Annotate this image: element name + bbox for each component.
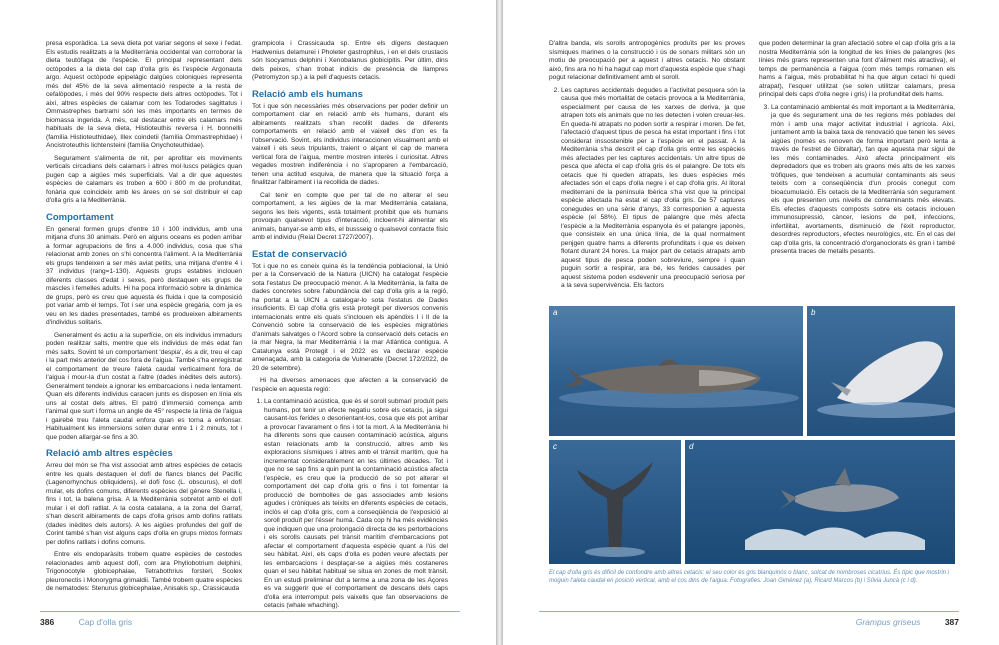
paragraph: Entre els endoparàsits trobem quatre espècies de cestodes relacionades amb aquest dofí, com ara Phyllobotrium delphini, Trigonocotyle globicephalae, Tetrabothrius forsteri, Scolex pleuronectis i Monorygma grimaldii. També trobem quatre espècies de nematodes: Stenurus globicephalae, Anisakis sp., Crassicauda [46, 551, 242, 592]
page-number: 387 [944, 617, 959, 627]
book-gutter [496, 0, 503, 645]
dolphin-head-illustration [807, 306, 955, 436]
list-item: 2. Les captures accidentals degudes a l'activitat pesquera són la causa que més mortalitat de cetacis provoca a la Mediterrània, especialment per causa de les xarxes de deriva, ja que atrapen tots els animals que no les detecten i volen creuar-les. En queda-hi atrapats no poden sortir a respirar i moren. De fet, l'afectació d'aquest tipus de pesca ha estat important i fins i tot considerat inssostenible per a l'espècie en el passat. A la Mediterrània s'ha descrit el cap d'olla gris entre les espècies més afectades per les captures accidentals. Un altre tipus de pesca que afecta el cap d'olla gris és el palangre. De tots els cetacis que hi queden atrapats, les dues espècies més afectades són el caps d'olla negre i el cap d'olla gris. Al litoral mediterrani de la península Ibèrica s'ha vist que la principal espècie afectada ha estat el cap d'olla gris. De 57 captures conegudes en una sèrie d'anys, 33 corresponien a aquesta espècie (el 58%). El tipus de palangre que més afecta l'espècie a la Mediterrània espanyola és el palangre japonès, que consisteix en una única línia, de la qual normalment penjgen quatre hams a diferents profunditats i que es deixen flotant durant 24 hores. La major part de cetacis atrapats amb aquest tipus de pesca poden sobreviure, sempre i quan puguin sortir a respirar, ara bé, les ferides causades per aquest sistema poden esdevenir una preocupació seriosa per a la seva supervivència. Els factors [561, 87, 745, 291]
photo-d [685, 440, 955, 564]
running-title: Grampus griseus [855, 617, 921, 627]
heading-comportament: Comportament [46, 211, 114, 223]
paragraph: Hi ha diverses amenaces que afecten a la conservació de l'espècie en aquesta regió: [252, 377, 448, 393]
left-page [0, 0, 496, 645]
heading-estat-conservacio: Estat de conservació [252, 248, 348, 260]
paragraph: D'altra banda, els sorolls antropogènics produïts per les proves sísmiques marines o la construcció i ús de sonars militars són un motiu de preocupació per a aquest i altres cetacis. No obstant això, fins ara no hi ha hagut cap mort d'aquesta espècie que s'hagi pogut relacionar definitivament amb el soroll. [549, 40, 745, 81]
heading-relacio-altres-especies: Relació amb altres espècies [46, 448, 173, 459]
right-page [503, 0, 999, 645]
photo-label: a [553, 308, 558, 317]
photo-label: d [689, 442, 694, 451]
paragraph: En general formen grups d'entre 10 i 100 individus, amb una mitjana d'uns 30 animals. Però en alguns oceans es poden arribar a formar agrupacions de fins a 4.000 individus, cosa que s'ha relacionat amb zones on s'hi concentra l'aliment. A la Mediterrània els grups tendeixen a ser més aviat petits, una mitjana d'entre 4 i 37 individus (rang=1-130). Aquests grups estables inclouen diferents classes d'edat i sexes, però destaquen els grups de mascles i femelles adults. Hi ha poca informació sobre la dinàmica de grups, però es creu que aquesta és fluida i que la composició pot variar amb el temps. Tot i ser una espècie gregària, com ja es veu en les dades presentades, també es produeixen albiraments d'individus solitaris. [46, 225, 242, 326]
photo-b [807, 306, 955, 436]
list-item: 1. La contaminació acústica, que és el soroll submarí produït pels humans, pot tenir un efecte negatiu sobre els cetacis, ja sigui causant-los ferides o desorientant-los, cosa que els pot arribar a provocar l'avarament o fins i tot la mort. A la Mediterrània hi ha diferents sons que causen contaminació acústica, alguns estan relacionats amb la construcció, altres amb les exploracions sísmiques i altres amb el trànsit marítim, que ha incrementat considerablement en les últimes dècades. Tot i que no se sap fins a quin punt la contaminació acústica afecta l'espècie, es creu que la producció de so pot alterar el comportament del cap d'olla gris o fins i tot fomentar la producció de bombolles de gas associades amb lesions agudes i cròniques als teixits en diferents espècies de cetacis, inclòs el cap d'olla gris, com a conseqüència de l'exposició al soroll produït per l'ésser humà. Cada cop hi ha més evidències que indiquen que una prolongació directa de les pertorbacions i els sorolls causats pel trànsit marítim d'embarcacions pot afectar el comportament d'aquesta espècie quant a l'ús del seu hàbitat. Així, els caps d'olla es poden veure afectats per les embarcacions i desplaçar-se a aigües més costaneres quan el seu hàbitat habitual se situa en zones de molt trànsit. En un estudi preliminar dut a terme a una zona de les Açores es va suggerir que el comportament de descans dels caps d'olla era interromput pels vaixells que fan observacions de cetacis (whale whaching). [264, 398, 448, 611]
heading-relacio-humans: Relació amb els humans [252, 88, 363, 100]
footer-rule [539, 611, 959, 612]
paragraph: presa esporàdica. La seva dieta pot variar segons el sexe i l'edat. Els estudis realitzats a la Mediterrània occidental van corroborar la dieta teutòfaga de l'espècie. El principal representant dels octòpodes a la dieta del cap d'olla gris és l'espècie Argonauta argo. Aquest octòpode epipelàgic dalgües coloniques representa més del 45% de la seva alimentació respecte a la resta de cefalòpodes, i més del 90% respecte dels altres octòpodes. Tot i així, altres espècies de calamar com les Todarodes sagittatus i Ommastrephes bartrami són les més importants en termes de biomassa ingerida. A més, cal destacar entre els calamars més habituals de la seva dieta, Histioteuthis reversa i H. bonnellii (família Histioteuthidae), Illex coindetii (família Ommastrephidae) i Ancistroteuthis lichtensteini (família Onychoteuthidae). [46, 40, 242, 149]
photo-grid [549, 306, 955, 564]
threats-list [252, 398, 448, 611]
left-column-1 [46, 40, 242, 598]
paragraph: Generalment és actiu a la superfície, on els individus immadurs poden realitzar salts, mentre que els individus de més edat fan més salts. Sovint té un comportament 'despia', és a dir, treu el cap i la part més anterior del cos fora de l'aigua. També s'ha enregistrat el comportament de treure l'aleta caudal verticalment fora de l'aigua i mour-la d'un costat a l'altre (dades inèdites dels autors). Generalment tendeix a ignorar les embarcacions i neda lentament. Quan els diferents individus caracen junts es disposen en línia els uns al costat dels altres. El patró d'immersió comença amb l'animal que surt i forma un angle de 45° respecte la línia de l'aigua i gairebé treu l'aleta caudal enfora quan es torna a enfonsar. Habitualment les immersions solen durar entre 1 i 2 minuts, tot i que poden allargar-se fins a 30. [46, 331, 242, 441]
dolphin-breaching-illustration [685, 440, 955, 564]
threats-list [759, 104, 955, 257]
paragraph: Tot i que són necessàries més observacions per poder definir un comportament clar en relació amb els humans, durant els albiraments realitzats s'han recollit dades de diferents comportaments en relació amb el vaixell des d'on es fa l'observació. Sovint, els individus interaccionen visualment amb el vaixell i els seus tripulants, traient o alçant el cap de manera vertical fora de l'aigua, mentre mostren interès i curiositat. Altres vegades mostren indiferència i no s'aproparen a l'embarcació, tenen una actitud esquiva, de manera que la situació força a finalitzar l'albirament i la recollida de dades. [252, 102, 448, 186]
paragraph: Tot i que no es coneix quina és la tendència poblacional, la Unió per a la Conservació de la Natura (UICN) ha catalogat l'espècie sota l'estatus De preocupació menor. A la Mediterrània, la falta de dades concretes sobre l'abundància del cap d'olla gris a la regió, ha portat a la UICN a catalogar-lo sota l'estatus de Dades insuficients. El cap d'olla gris està protegit per diversos convenis internacionals entre els quals s'inclouen els apèndixs I i II de la Convenció sobre la conservació de les espècies migratòries d'animals salvatges o l'Acord sobre la conservació dels cetacis en la mar Negra, la mar Mediterrània i la mar Atlàntica contigua. A Catalunya està Protegit i el 2022 es va declarar espècie amenaçada, amb la categoria de Vulnerable (Decret 172/2022, de 20 de setembre). [252, 262, 448, 372]
tail-fluke-illustration [549, 440, 681, 564]
left-column-2 [252, 40, 448, 615]
left-footer [40, 617, 132, 627]
footer-rule [40, 611, 460, 612]
paragraph: Cal tenir en compte que per tal de no alterar el seu comportament, a les aigües de la mar Mediterrània catalana, segons les lleis vigents, està totalment prohibit que els humans provoquin qualsevol tipus d'interacció, incloent-hi alimentar els animals, banyar-se amb ells, el bussseig o qualsevol contacte físic amb el individu (Reial Decret 1727/2007). [252, 191, 448, 241]
page-number: 386 [40, 617, 55, 627]
paragraph: grampicola i Crassicauda sp. Entre els dígens destaquen Hadwenius delamurei i Pholeter gastrophilus, i en el dels crustacis són Isocyamus delphini i Xenobalanus globicipitis. Per últim, dins dels peixos, s'han trobat indicis de presència de llampres (Petromyzon sp.) a la pell d'aquests cetacis. [252, 40, 448, 81]
right-footer [856, 617, 959, 627]
list-item: 3. La contaminació ambiental és molt important a la Mediterrània, ja que és segurament una de les regions més poblades del món i amb una major activitat industrial i agrícola. Així, juntament amb la baixa taxa de renovació que tenen les seves aigües (només es renoven de forma important però lenta a través de l'estret de Gibraltar), fan que aquesta mar sigui de les més contaminades. Això afecta principalment els depredadors que es troben als graons més alts de les xarxes tròfiques, que tendeixen a acumular contaminants als seus teixits com a conseqüència d'un procés conegut com bioacumulació. Els cetacis de la Mediterrània són segurament els que presenten uns nivells de contaminants més elevats. Els efectes d'aquests composts sobre els cetacis inclouen immunosupressió, càncer, lesions de pell, infeccions, infertilitat, avortaments, disminució de l'èxit reproductor, desordres reproductors, efectes neurològics, etc. En el cas del cap d'olla gris, la concentració d'organoclorats és gran i també presenta traces de metalls pesants. [771, 104, 955, 257]
paragraph: Segurament s'alimenta de nit, per aprofitar els moviments verticals circadians dels calamars i altres mol·luscs pelàgics quan pugen cap a aigües més superficials. Val a dir que aquestes espècies de calamars es troben a 600 i 800 m de profunditat, fonària que coincideix amb les àrees on se sol distribuir el cap d'olla gris a la Mediterrània. [46, 154, 242, 204]
photo-caption: El cap d'olla gris és difícil de confondre amb altres cetacis: el seu color és gris blanquinós o blanc, solcat de nombroses cicatrius. És típic que mostrin i moguin l'aleta caudal en posició vertical, amb el cos dins de l'aigua. Fotografies: Joan Giménez (a), Ricard Marcos (b) i Sílvia Juncà (c i d). [549, 570, 950, 584]
photo-a [549, 306, 803, 436]
threats-list [549, 87, 745, 291]
right-column-1 [549, 40, 745, 295]
photo-label: b [811, 308, 816, 317]
paragraph: Arreu del món se l'ha vist associat amb altres espècies de cetacis entre les quals destaquen el dofí de flancs blancs del Pacífic (Lagenorhynchus obliquidens), el dofí fosc (L. obscurus), el dofí mular, els dofins comuns, diferents espècies del gènere Stenella i, fins i tot, la balena grisa. A la Mediterrània sobretot amb el dofí mular i el dofí ratllat. A la costa catalana, a la zona del Garraf, s'han descrit albiraments de caps d'olla grisos amb dofins ratllats (dades inèdites dels autors). A les aigües profundes del golf de Corint també s'han vist alguns caps d'olla en grups mixtos formats per dofins ratllats i dofins comuns. [46, 462, 242, 546]
photo-label: c [553, 442, 557, 451]
paragraph: que poden determinar la gran afectació sobre el cap d'olla gris a la nostra Mediterrània són la longitud de les línies de palangres (les línies més grans representen una font d'aliment més atractiva), el temps de permanència a l'aigua (com més temps romanen els hams a l'aigua, més probabilitat hi ha que algun cetaci hi quedi atrapat), l'esquer utilitzat (se solen utilitzar calamars, presa principal dels caps d'olla negre i gris) i la profunditat dels hams. [759, 40, 955, 98]
running-title: Cap d'olla gris [78, 617, 133, 627]
right-column-2 [759, 40, 955, 261]
photo-c [549, 440, 681, 564]
dolphin-surfacing-illustration [549, 306, 803, 436]
